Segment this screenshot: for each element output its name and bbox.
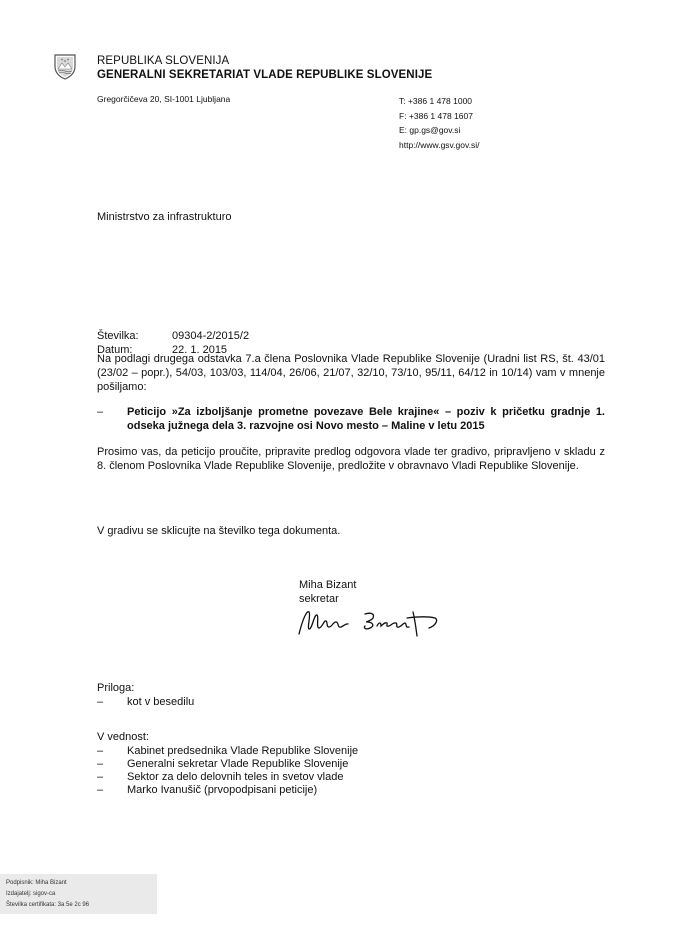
petition-item [97,405,605,433]
list-dash: – [97,771,104,783]
list-item [97,745,358,758]
attachment-text: kot v besedilu [127,696,195,708]
attachments-title: Priloga: [97,682,135,694]
petition-title: Peticijo »Za izboljšanje prometne povezave Bele krajine« – poziv k pričetku gradnje 1. odseka južnega dela 3. razvojne osi Novo mesto – Maline v letu 2015 [127,406,605,432]
list-item [97,758,358,771]
cc-recipient: Sektor za delo delovnih teles in svetov vlade [127,771,344,783]
cc-title: V vednost: [97,731,149,743]
request-paragraph: Prosimo vas, da peticijo proučite, pripravite predlog odgovora vlade ter gradivo, pripravljeno v skladu z 8. členom Poslovnika Vlade Republike Slovenije, predložite v obravnavo Vladi Republike Slovenije. [97,446,605,472]
organization-department: GENERALNI SEKRETARIAT VLADE REPUBLIKE SLOVENIJE [97,69,433,81]
attachments-list [97,696,194,709]
recipient: Ministrstvo za infrastrukturo [97,211,232,223]
footer-issuer: Izdajatelj: sigov-ca [6,891,56,897]
cc-recipient: Kabinet predsednika Vlade Republike Slovenije [127,745,359,757]
sender-address: Gregorčičeva 20, SI-1001 Ljubljana [97,94,231,104]
signer-block [299,578,356,606]
organization-name: REPUBLIKA SLOVENIJA [97,55,230,67]
signature-image [295,604,445,640]
list-dash: – [97,758,104,770]
website-link[interactable]: http://www.gsv.gov.si/ [399,139,480,150]
list-dash: – [97,784,104,796]
reference-date-label: Datum: [97,344,133,356]
reference-number-label: Številka: [97,330,139,342]
phone-number: T: +386 1 478 1000 [399,96,473,106]
reference-note: V gradivu se sklicujte na številko tega dokumenta. [97,525,341,537]
digital-signature-footer [0,874,157,914]
reference-number-value: 09304-2/2015/2 [172,330,250,342]
list-item [97,771,358,784]
footer-signer: Podpisnik: Miha Bizant [6,880,67,886]
cc-recipient: Marko Ivanušič (prvopodpisani peticije) [127,784,318,796]
signer-name: Miha Bizant [299,579,357,591]
signer-title: sekretar [299,593,339,605]
list-item [97,784,358,797]
reference-date-value: 22. 1. 2015 [172,344,228,356]
footer-certificate: Številka certifikata: 3a 5e 2c 96 [6,902,90,908]
cc-list [97,745,358,797]
list-dash: – [97,745,104,757]
contact-block [399,94,479,152]
list-item [97,696,194,709]
list-dash: – [97,406,104,418]
fax-number: F: +386 1 478 1607 [399,110,473,121]
coat-of-arms-icon [54,54,76,80]
reference-number-row [97,329,249,343]
list-dash: – [97,696,104,708]
email-address: E: gp.gs@gov.si [399,125,461,135]
cc-recipient: Generalni sekretar Vlade Republike Slovenije [127,758,349,770]
intro-paragraph: Na podlagi drugega odstavka 7.a člena Poslovnika Vlade Republike Slovenije (Uradni list RS, št. 43/01 (23/02 – popr.), 54/03, 103/03, 114/04, 26/06, 21/07, 32/10, 73/10, 95/11, 64/12 in 10/14) vam v mnenje pošiljamo: [97,353,605,393]
